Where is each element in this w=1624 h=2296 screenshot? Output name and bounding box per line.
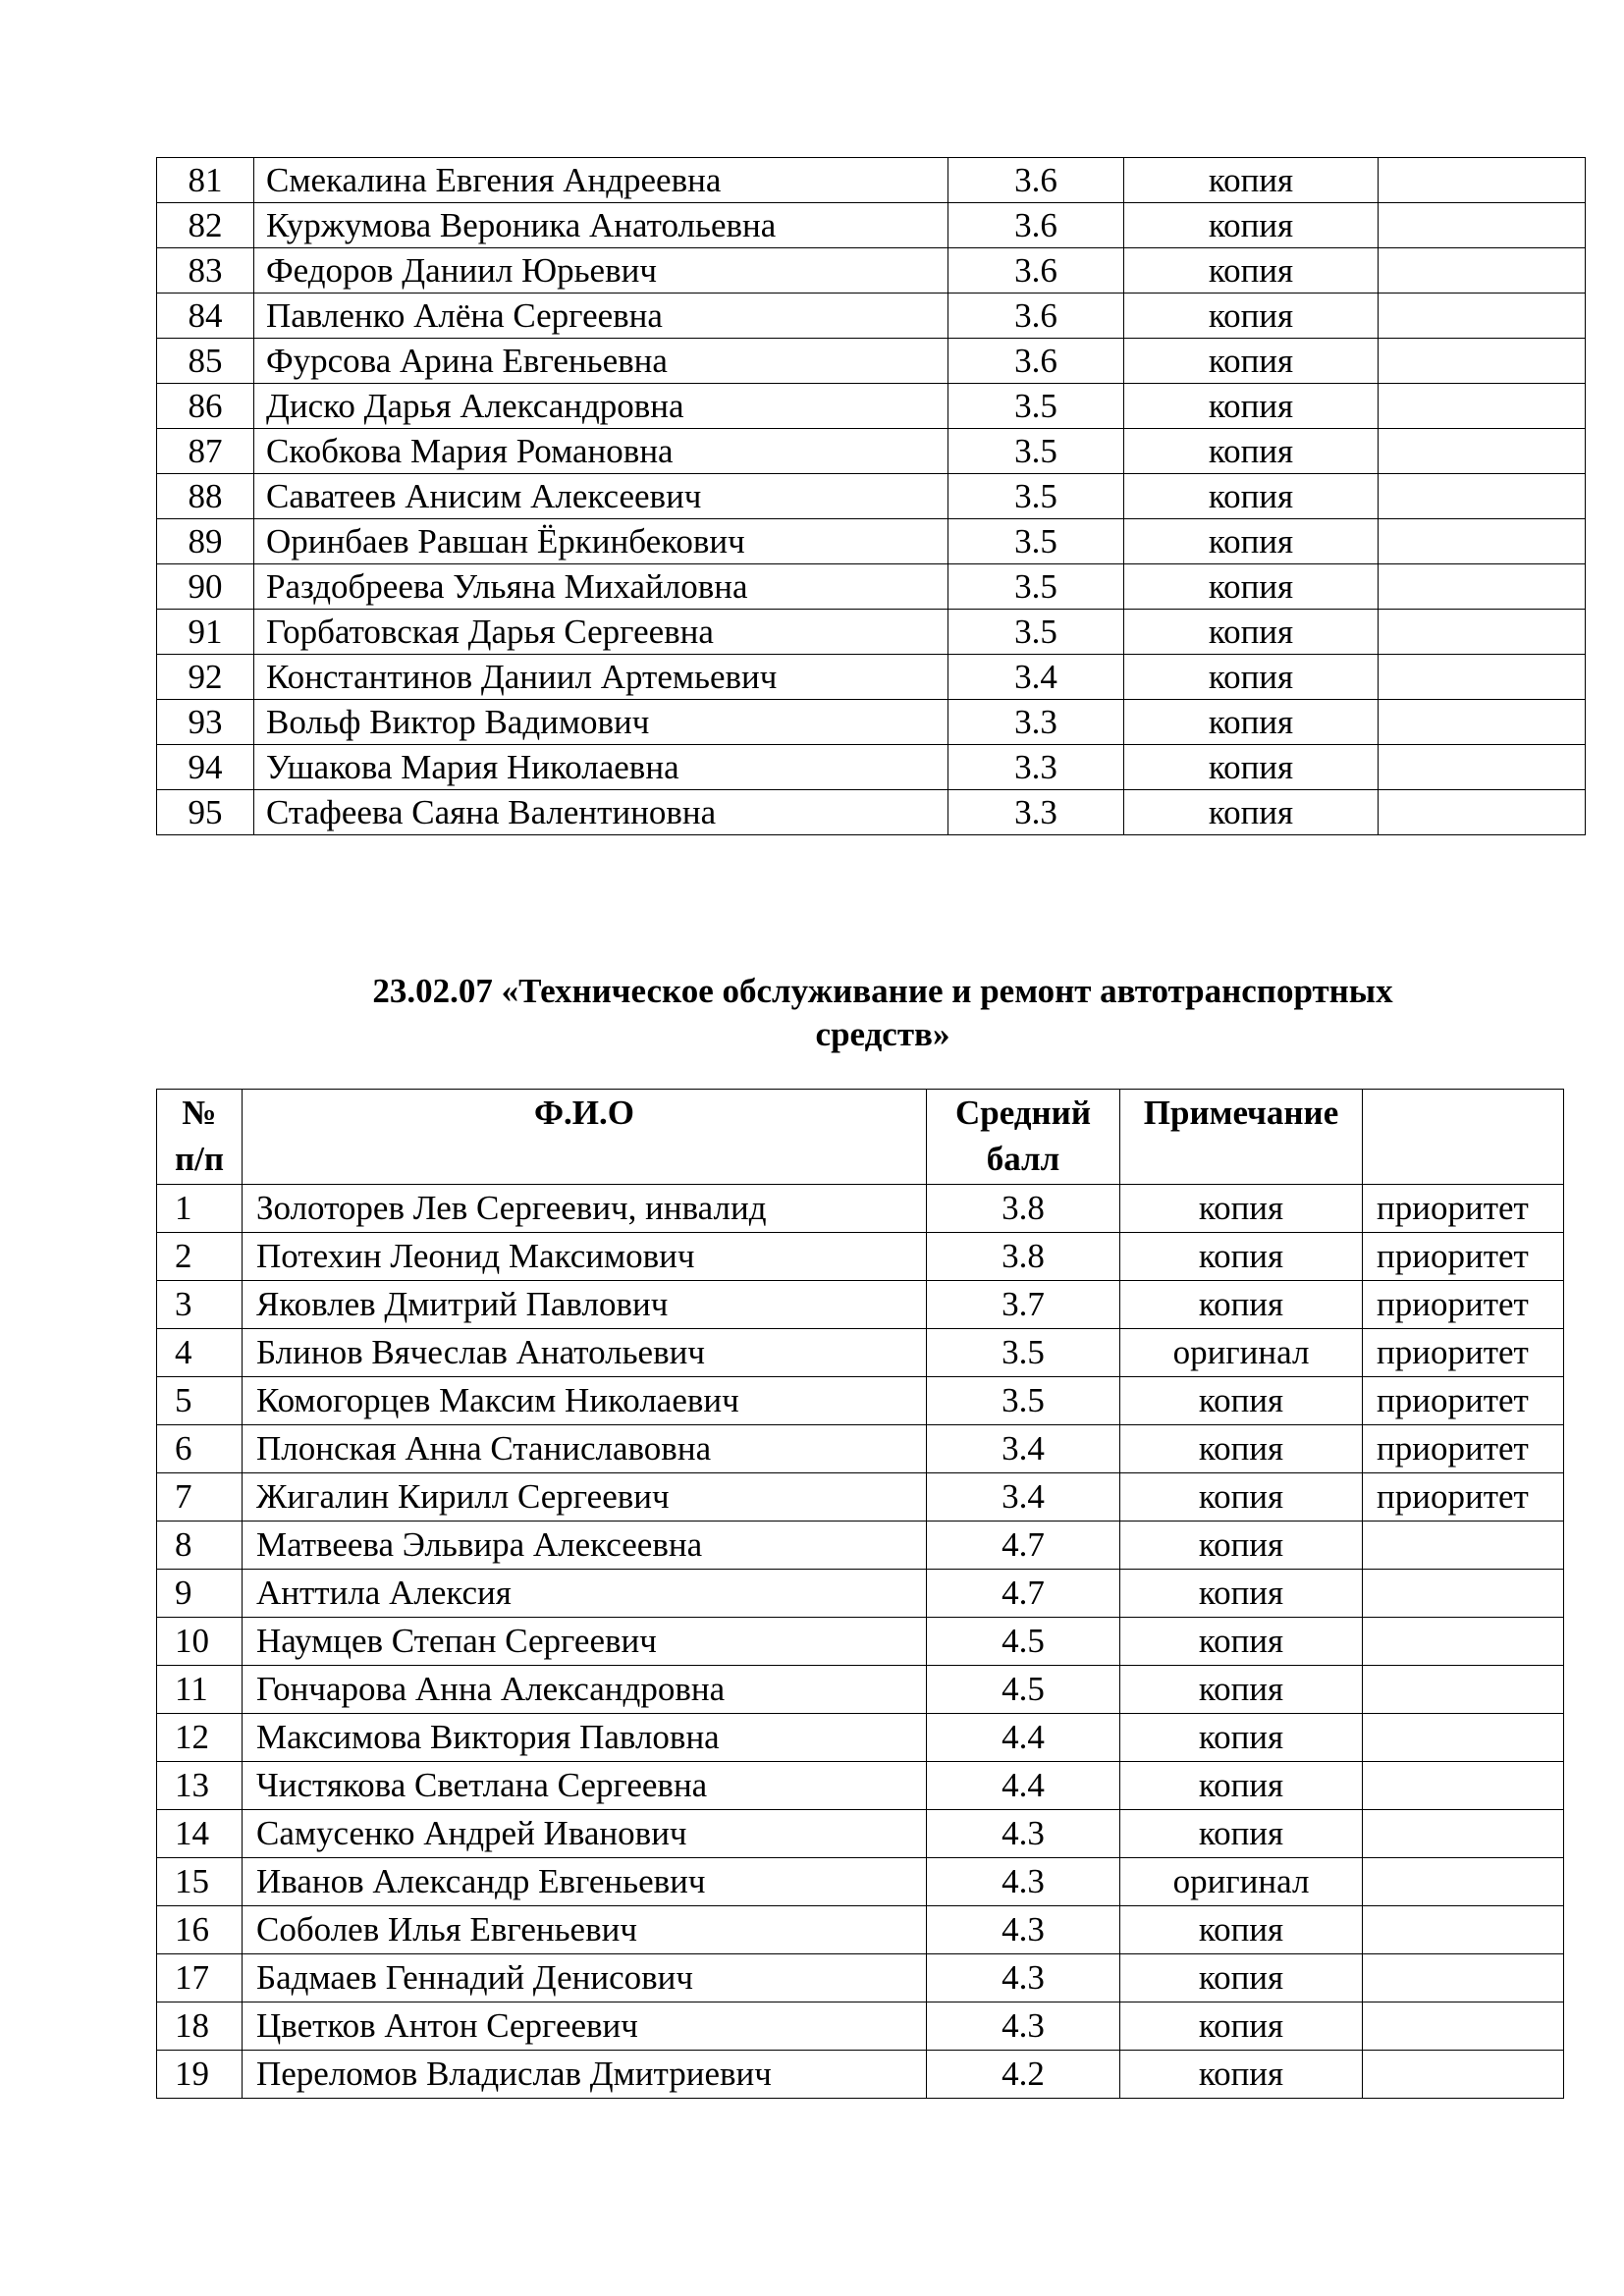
cell-name: Соболев Илья Евгеньевич xyxy=(243,1906,927,1954)
table-row xyxy=(157,429,1586,474)
table-row xyxy=(157,1618,1564,1666)
table-row xyxy=(157,1185,1564,1233)
cell-priority xyxy=(1363,2002,1564,2051)
column-header-number-line-2: п/п xyxy=(174,1140,225,1178)
cell-name: Самусенко Андрей Иванович xyxy=(243,1810,927,1858)
cell-priority: приоритет xyxy=(1363,1281,1564,1329)
cell-priority xyxy=(1363,1714,1564,1762)
cell-score: 3.3 xyxy=(948,790,1124,835)
cell-score: 3.8 xyxy=(927,1233,1120,1281)
table-row xyxy=(157,203,1586,248)
cell-number: 10 xyxy=(157,1618,243,1666)
cell-name: Чистякова Светлана Сергеевна xyxy=(243,1762,927,1810)
cell-number: 1 xyxy=(157,1185,243,1233)
cell-name: Плонская Анна Станиславовна xyxy=(243,1425,927,1473)
cell-document-type: копия xyxy=(1120,1714,1363,1762)
cell-priority xyxy=(1379,745,1586,790)
cell-name: Гончарова Анна Александровна xyxy=(243,1666,927,1714)
table-row xyxy=(157,1714,1564,1762)
cell-document-type: копия xyxy=(1124,790,1379,835)
cell-number: 3 xyxy=(157,1281,243,1329)
cell-name: Наумцев Степан Сергеевич xyxy=(243,1618,927,1666)
cell-number: 4 xyxy=(157,1329,243,1377)
cell-priority xyxy=(1363,1858,1564,1906)
cell-name: Павленко Алёна Сергеевна xyxy=(254,294,948,339)
column-header-score-line-1: Средний xyxy=(954,1094,1092,1132)
cell-priority xyxy=(1379,655,1586,700)
cell-score: 3.5 xyxy=(948,610,1124,655)
cell-document-type: копия xyxy=(1120,1762,1363,1810)
table-row xyxy=(157,1473,1564,1522)
cell-priority xyxy=(1363,1522,1564,1570)
cell-number: 9 xyxy=(157,1570,243,1618)
cell-name: Переломов Владислав Дмитриевич xyxy=(243,2051,927,2099)
column-header-name: Ф.И.О xyxy=(243,1090,927,1185)
cell-priority xyxy=(1363,1954,1564,2002)
cell-priority xyxy=(1379,384,1586,429)
cell-score: 3.6 xyxy=(948,339,1124,384)
cell-priority xyxy=(1363,2051,1564,2099)
cell-name: Потехин Леонид Максимович xyxy=(243,1233,927,1281)
column-header-note: Примечание xyxy=(1120,1090,1363,1185)
cell-number: 88 xyxy=(157,474,254,519)
cell-name: Константинов Даниил Артемьевич xyxy=(254,655,948,700)
table-row xyxy=(157,339,1586,384)
cell-document-type: оригинал xyxy=(1120,1329,1363,1377)
table-row xyxy=(157,1570,1564,1618)
cell-number: 17 xyxy=(157,1954,243,2002)
table-row xyxy=(157,2002,1564,2051)
table-body xyxy=(157,158,1586,835)
cell-score: 4.4 xyxy=(927,1714,1120,1762)
table-row xyxy=(157,610,1586,655)
cell-score: 3.7 xyxy=(927,1281,1120,1329)
cell-priority xyxy=(1379,429,1586,474)
cell-score: 4.3 xyxy=(927,2002,1120,2051)
cell-priority xyxy=(1379,158,1586,203)
cell-number: 93 xyxy=(157,700,254,745)
table-row xyxy=(157,384,1586,429)
cell-score: 4.4 xyxy=(927,1762,1120,1810)
cell-name: Оринбаев Равшан Ёркинбекович xyxy=(254,519,948,564)
cell-score: 3.8 xyxy=(927,1185,1120,1233)
table-row xyxy=(157,294,1586,339)
cell-number: 6 xyxy=(157,1425,243,1473)
cell-document-type: копия xyxy=(1124,474,1379,519)
cell-number: 11 xyxy=(157,1666,243,1714)
cell-priority xyxy=(1379,564,1586,610)
cell-number: 82 xyxy=(157,203,254,248)
cell-number: 8 xyxy=(157,1522,243,1570)
cell-number: 92 xyxy=(157,655,254,700)
table-body xyxy=(157,1185,1564,2099)
cell-name: Куржумова Вероника Анатольевна xyxy=(254,203,948,248)
table-row xyxy=(157,158,1586,203)
table-row xyxy=(157,564,1586,610)
cell-priority xyxy=(1379,700,1586,745)
cell-document-type: копия xyxy=(1124,564,1379,610)
table-row xyxy=(157,1810,1564,1858)
table-row xyxy=(157,745,1586,790)
cell-name: Федоров Даниил Юрьевич xyxy=(254,248,948,294)
column-header-number xyxy=(157,1090,243,1185)
cell-document-type: копия xyxy=(1124,203,1379,248)
cell-priority: приоритет xyxy=(1363,1425,1564,1473)
column-header-number-line-1: № xyxy=(182,1094,217,1132)
cell-name: Матвеева Эльвира Алексеевна xyxy=(243,1522,927,1570)
cell-score: 3.6 xyxy=(948,158,1124,203)
cell-priority xyxy=(1379,203,1586,248)
table-row xyxy=(157,1954,1564,2002)
cell-document-type: копия xyxy=(1124,429,1379,474)
cell-score: 3.6 xyxy=(948,203,1124,248)
cell-number: 16 xyxy=(157,1906,243,1954)
cell-score: 3.3 xyxy=(948,745,1124,790)
cell-name: Яковлев Дмитрий Павлович xyxy=(243,1281,927,1329)
cell-score: 4.3 xyxy=(927,1858,1120,1906)
cell-name: Золоторев Лев Сергеевич, инвалид xyxy=(243,1185,927,1233)
cell-number: 13 xyxy=(157,1762,243,1810)
applicants-table xyxy=(156,1089,1564,2099)
cell-document-type: копия xyxy=(1120,1473,1363,1522)
cell-document-type: копия xyxy=(1120,2002,1363,2051)
cell-document-type: копия xyxy=(1124,294,1379,339)
table-row xyxy=(157,1906,1564,1954)
cell-name: Вольф Виктор Вадимович xyxy=(254,700,948,745)
cell-name: Диско Дарья Александровна xyxy=(254,384,948,429)
column-header-score xyxy=(927,1090,1120,1185)
cell-name: Саватеев Анисим Алексеевич xyxy=(254,474,948,519)
cell-document-type: копия xyxy=(1120,1618,1363,1666)
cell-score: 4.3 xyxy=(927,1906,1120,1954)
cell-score: 3.5 xyxy=(927,1377,1120,1425)
cell-priority xyxy=(1379,474,1586,519)
cell-number: 85 xyxy=(157,339,254,384)
cell-document-type: копия xyxy=(1124,700,1379,745)
cell-name: Цветков Антон Сергеевич xyxy=(243,2002,927,2051)
section-heading-line-1: 23.02.07 «Техническое обслуживание и ремонт автотранспортных xyxy=(372,972,1393,1010)
cell-priority xyxy=(1363,1906,1564,1954)
cell-priority xyxy=(1379,519,1586,564)
cell-number: 89 xyxy=(157,519,254,564)
cell-number: 7 xyxy=(157,1473,243,1522)
section-heading xyxy=(156,970,1609,1056)
cell-score: 4.5 xyxy=(927,1666,1120,1714)
cell-score: 4.3 xyxy=(927,1810,1120,1858)
cell-document-type: копия xyxy=(1120,1425,1363,1473)
cell-document-type: копия xyxy=(1124,610,1379,655)
cell-score: 3.3 xyxy=(948,700,1124,745)
cell-document-type: оригинал xyxy=(1120,1858,1363,1906)
cell-document-type: копия xyxy=(1124,655,1379,700)
column-header-priority xyxy=(1363,1090,1564,1185)
cell-document-type: копия xyxy=(1120,1906,1363,1954)
cell-document-type: копия xyxy=(1120,2051,1363,2099)
cell-score: 3.5 xyxy=(948,384,1124,429)
cell-document-type: копия xyxy=(1120,1233,1363,1281)
cell-name: Стафеева Саяна Валентиновна xyxy=(254,790,948,835)
applicants-table-continued xyxy=(156,157,1586,835)
cell-document-type: копия xyxy=(1120,1377,1363,1425)
cell-score: 3.5 xyxy=(948,564,1124,610)
cell-number: 95 xyxy=(157,790,254,835)
cell-document-type: копия xyxy=(1124,745,1379,790)
table-row xyxy=(157,1858,1564,1906)
cell-priority: приоритет xyxy=(1363,1377,1564,1425)
cell-name: Раздобреева Ульяна Михайловна xyxy=(254,564,948,610)
cell-priority xyxy=(1379,790,1586,835)
cell-name: Смекалина Евгения Андреевна xyxy=(254,158,948,203)
cell-number: 86 xyxy=(157,384,254,429)
cell-priority: приоритет xyxy=(1363,1233,1564,1281)
cell-score: 3.4 xyxy=(927,1425,1120,1473)
cell-priority: приоритет xyxy=(1363,1473,1564,1522)
cell-score: 4.5 xyxy=(927,1618,1120,1666)
cell-document-type: копия xyxy=(1120,1810,1363,1858)
cell-number: 91 xyxy=(157,610,254,655)
table-row xyxy=(157,1666,1564,1714)
cell-document-type: копия xyxy=(1124,158,1379,203)
cell-number: 5 xyxy=(157,1377,243,1425)
cell-score: 4.2 xyxy=(927,2051,1120,2099)
cell-score: 3.5 xyxy=(948,474,1124,519)
cell-number: 87 xyxy=(157,429,254,474)
cell-number: 2 xyxy=(157,1233,243,1281)
column-header-score-line-2: балл xyxy=(986,1140,1060,1178)
cell-priority xyxy=(1363,1570,1564,1618)
cell-document-type: копия xyxy=(1124,384,1379,429)
cell-document-type: копия xyxy=(1124,339,1379,384)
cell-priority xyxy=(1379,610,1586,655)
cell-document-type: копия xyxy=(1120,1185,1363,1233)
cell-priority xyxy=(1363,1762,1564,1810)
cell-score: 3.4 xyxy=(948,655,1124,700)
cell-priority: приоритет xyxy=(1363,1329,1564,1377)
cell-number: 83 xyxy=(157,248,254,294)
cell-name: Анттила Алексия xyxy=(243,1570,927,1618)
cell-number: 94 xyxy=(157,745,254,790)
table-row xyxy=(157,700,1586,745)
cell-name: Скобкова Мария Романовна xyxy=(254,429,948,474)
table-row xyxy=(157,1329,1564,1377)
table-row xyxy=(157,655,1586,700)
cell-number: 84 xyxy=(157,294,254,339)
table-row xyxy=(157,474,1586,519)
cell-number: 18 xyxy=(157,2002,243,2051)
table-header xyxy=(157,1090,1564,1185)
cell-document-type: копия xyxy=(1120,1666,1363,1714)
cell-score: 3.5 xyxy=(927,1329,1120,1377)
cell-name: Фурсова Арина Евгеньевна xyxy=(254,339,948,384)
cell-name: Горбатовская Дарья Сергеевна xyxy=(254,610,948,655)
cell-number: 12 xyxy=(157,1714,243,1762)
cell-document-type: копия xyxy=(1124,519,1379,564)
cell-name: Комогорцев Максим Николаевич xyxy=(243,1377,927,1425)
cell-score: 4.3 xyxy=(927,1954,1120,2002)
cell-name: Максимова Виктория Павловна xyxy=(243,1714,927,1762)
cell-score: 4.7 xyxy=(927,1570,1120,1618)
header-row xyxy=(157,1090,1564,1185)
cell-name: Ушакова Мария Николаевна xyxy=(254,745,948,790)
cell-document-type: копия xyxy=(1120,1281,1363,1329)
cell-document-type: копия xyxy=(1120,1954,1363,2002)
table-row xyxy=(157,1425,1564,1473)
cell-number: 90 xyxy=(157,564,254,610)
cell-document-type: копия xyxy=(1120,1570,1363,1618)
cell-priority xyxy=(1363,1666,1564,1714)
cell-document-type: копия xyxy=(1124,248,1379,294)
cell-name: Жигалин Кирилл Сергеевич xyxy=(243,1473,927,1522)
table-row xyxy=(157,248,1586,294)
cell-name: Иванов Александр Евгеньевич xyxy=(243,1858,927,1906)
cell-priority xyxy=(1363,1810,1564,1858)
cell-priority xyxy=(1363,1618,1564,1666)
table-row xyxy=(157,519,1586,564)
cell-priority xyxy=(1379,248,1586,294)
cell-priority xyxy=(1379,339,1586,384)
table-row xyxy=(157,1281,1564,1329)
table-row xyxy=(157,1762,1564,1810)
cell-name: Бадмаев Геннадий Денисович xyxy=(243,1954,927,2002)
table-row xyxy=(157,1522,1564,1570)
table-row xyxy=(157,1233,1564,1281)
cell-priority: приоритет xyxy=(1363,1185,1564,1233)
cell-number: 15 xyxy=(157,1858,243,1906)
cell-priority xyxy=(1379,294,1586,339)
cell-number: 19 xyxy=(157,2051,243,2099)
cell-score: 4.7 xyxy=(927,1522,1120,1570)
cell-score: 3.5 xyxy=(948,429,1124,474)
table-row xyxy=(157,2051,1564,2099)
cell-score: 3.6 xyxy=(948,248,1124,294)
cell-name: Блинов Вячеслав Анатольевич xyxy=(243,1329,927,1377)
section-heading-line-2: средств» xyxy=(815,1015,950,1053)
cell-number: 14 xyxy=(157,1810,243,1858)
cell-number: 81 xyxy=(157,158,254,203)
cell-score: 3.6 xyxy=(948,294,1124,339)
cell-score: 3.5 xyxy=(948,519,1124,564)
table-row xyxy=(157,790,1586,835)
table-row xyxy=(157,1377,1564,1425)
cell-score: 3.4 xyxy=(927,1473,1120,1522)
cell-document-type: копия xyxy=(1120,1522,1363,1570)
